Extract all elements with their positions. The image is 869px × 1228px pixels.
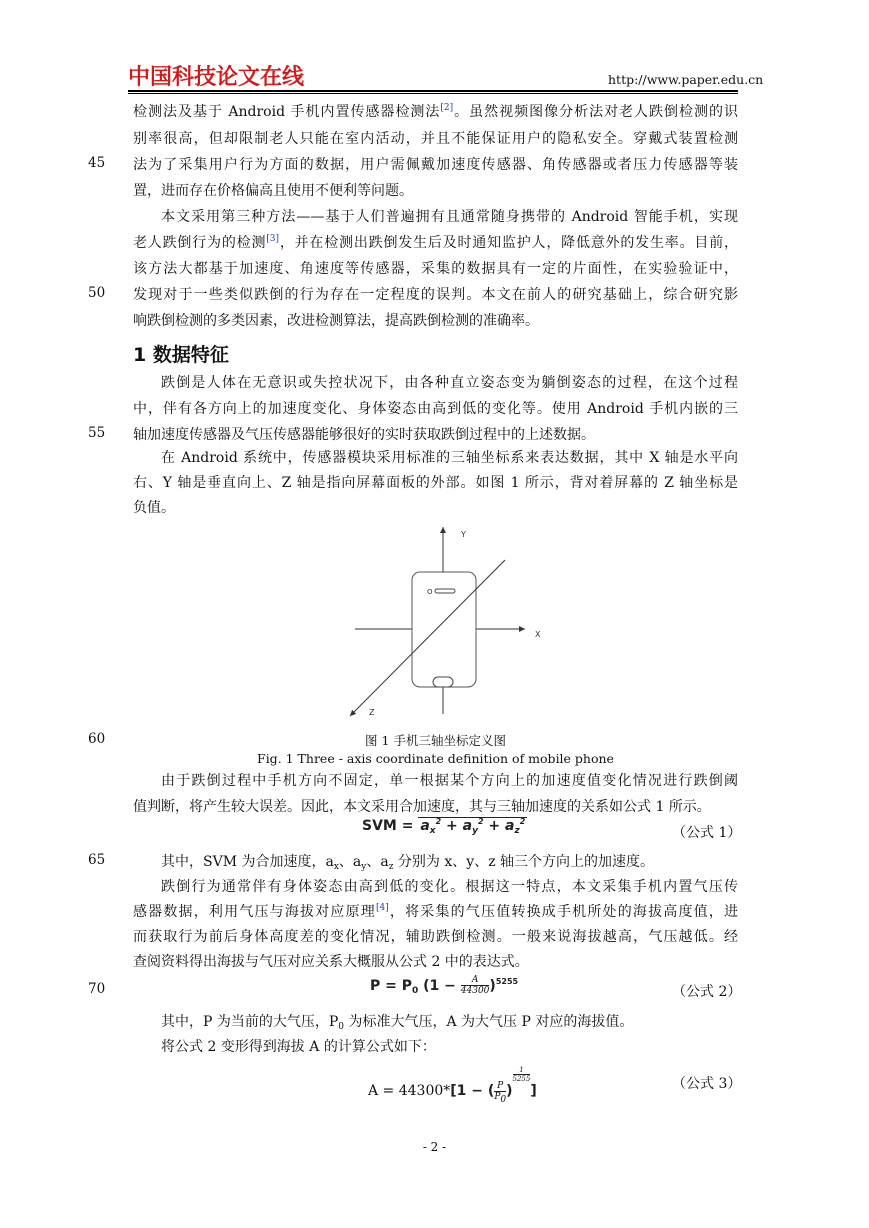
- header-rule-thin: [128, 93, 738, 94]
- axis-y-label: Y: [461, 530, 466, 539]
- line-number: 50: [88, 285, 106, 301]
- axis-x-label: X: [535, 630, 541, 639]
- phone-speaker: [435, 589, 455, 593]
- equation-2-label: （公式 2）: [672, 984, 742, 1000]
- text-line: 轴加速度传感器及气压传感器能够很好的实时获取跌倒过程中的上述数据。: [133, 427, 595, 443]
- axis-z-label: Z: [369, 708, 375, 717]
- text-line: 老人跌倒行为的检测[3]，并在检测出跌倒发生后及时通知监护人，降低意外的发生率。目前，: [133, 234, 739, 251]
- line-number: 65: [88, 852, 106, 868]
- citation-ref[interactable]: [2]: [440, 103, 454, 113]
- line-number: 70: [88, 981, 106, 997]
- origin-label: O: [427, 588, 433, 596]
- text-line: 由于跌倒过程中手机方向不固定，单一根据某个方向上的加速度值变化情况进行跌倒阈: [161, 773, 738, 789]
- text-line: 右、Y 轴是垂直向上、Z 轴是指向屏幕面板的外部。如图 1 所示，背对着屏幕的 Z 轴坐标是: [133, 475, 738, 491]
- equation-2: $P = P_0$ (1 − $\frac{A}{44300}$ )$^{5255}$: [370, 975, 519, 996]
- figure-caption-en: Fig. 1 Three - axis coordinate definition of mobile phone: [257, 751, 614, 766]
- phone-home-button: [433, 677, 453, 687]
- text-line: 其中，P 为当前的大气压，$P_0$ 为标准大气压，A 为大气压 P 对应的海拔值。: [161, 1014, 634, 1032]
- text-line: 本文采用第三种方法——基于人们普遍拥有且通常随身携带的 Android 智能手机，实现: [161, 209, 738, 225]
- header-url: http://www.paper.edu.cn: [608, 72, 764, 87]
- section-heading: 1 数据特征: [133, 344, 229, 366]
- text-line: 中，伴有各方向上的加速度变化、身体姿态由高到低的变化等。使用 Android 手机内嵌的三: [133, 401, 738, 417]
- page-number: - 2 -: [422, 1140, 447, 1154]
- text-line: 检测法及基于 Android 手机内置传感器检测法[2]。虽然视频图像分析法对老人跌倒检测的识: [133, 103, 738, 120]
- text-line: 法为了采集用户行为方面的数据，用户需佩戴加速度传感器、角传感器或者压力传感器等装: [133, 157, 738, 173]
- equation-1: SVM = $a_x^2 + a_y^2 + a_z^2$: [362, 817, 526, 836]
- text-line: 跌倒是人体在无意识或失控状况下，由各种直立姿态变为躺倒姿态的过程，在这个过程: [161, 375, 738, 391]
- citation-ref[interactable]: [3]: [266, 234, 280, 244]
- text-line: 该方法大都基于加速度、角速度等传感器，采集的数据具有一定的片面性，在实验验证中，: [133, 261, 738, 277]
- text-line: 发现对于一些类似跌倒的行为存在一定程度的误判。本文在前人的研究基础上，综合研究影: [133, 287, 738, 303]
- header-rule: [128, 90, 738, 92]
- equation-3-label: （公式 3）: [672, 1076, 742, 1092]
- text-line: 感器数据，利用气压与海拔对应原理[4]，将采集的气压值转换成手机所处的海拔高度值，进: [133, 903, 739, 920]
- line-number: 45: [88, 155, 106, 171]
- equation-1-label: （公式 1）: [672, 825, 742, 841]
- text-line: 值判断，将产生较大误差。因此，本文采用合加速度，其与三轴加速度的关系如公式 1 所示。: [133, 799, 711, 815]
- text-line: 响跌倒检测的多类因素，改进检测算法，提高跌倒检测的准确率。: [133, 313, 539, 329]
- text-line: 跌倒行为通常伴有身体姿态由高到低的变化。根据这一特点，本文采集手机内置气压传: [161, 879, 738, 895]
- text-line: 别率很高，但却限制老人只能在室内活动，并且不能保证用户的隐私安全。穿戴式装置检测: [133, 131, 738, 147]
- line-number: 55: [88, 425, 106, 441]
- text-line: 其中，SVM 为合加速度，$a_x$、$a_y$、$a_z$ 分别为 x、y、z 轴三个方向上的加速度。: [161, 854, 655, 872]
- text-line: 而获取行为前后身体高度差的变化情况，辅助跌倒检测。一般来说海拔越高，气压越低。经: [133, 929, 738, 945]
- figure-caption-cn: 图 1 手机三轴坐标定义图: [365, 733, 506, 748]
- text-line: 在 Android 系统中，传感器模块采用标准的三轴坐标系来表达数据，其中 X 轴是水平向: [161, 450, 738, 466]
- text-line: 置，进而存在价格偏高且使用不便利等问题。: [133, 183, 413, 199]
- text-line: 负值。: [133, 500, 175, 516]
- citation-ref[interactable]: [4]: [375, 903, 389, 913]
- journal-logo: 中国科技论文在线: [128, 65, 305, 90]
- equation-3: A = 44300*[1 − ( $\frac{P}{P_0}$ ) $\frac{1}{5255}$ ]: [368, 1066, 537, 1105]
- text-line: 将公式 2 变形得到海拔 A 的计算公式如下：: [161, 1039, 436, 1055]
- coordinate-figure: [345, 522, 555, 722]
- text-line: 查阅资料得出海拔与气压对应关系大概服从公式 2 中的表达式。: [133, 954, 529, 970]
- line-number: 60: [88, 731, 106, 747]
